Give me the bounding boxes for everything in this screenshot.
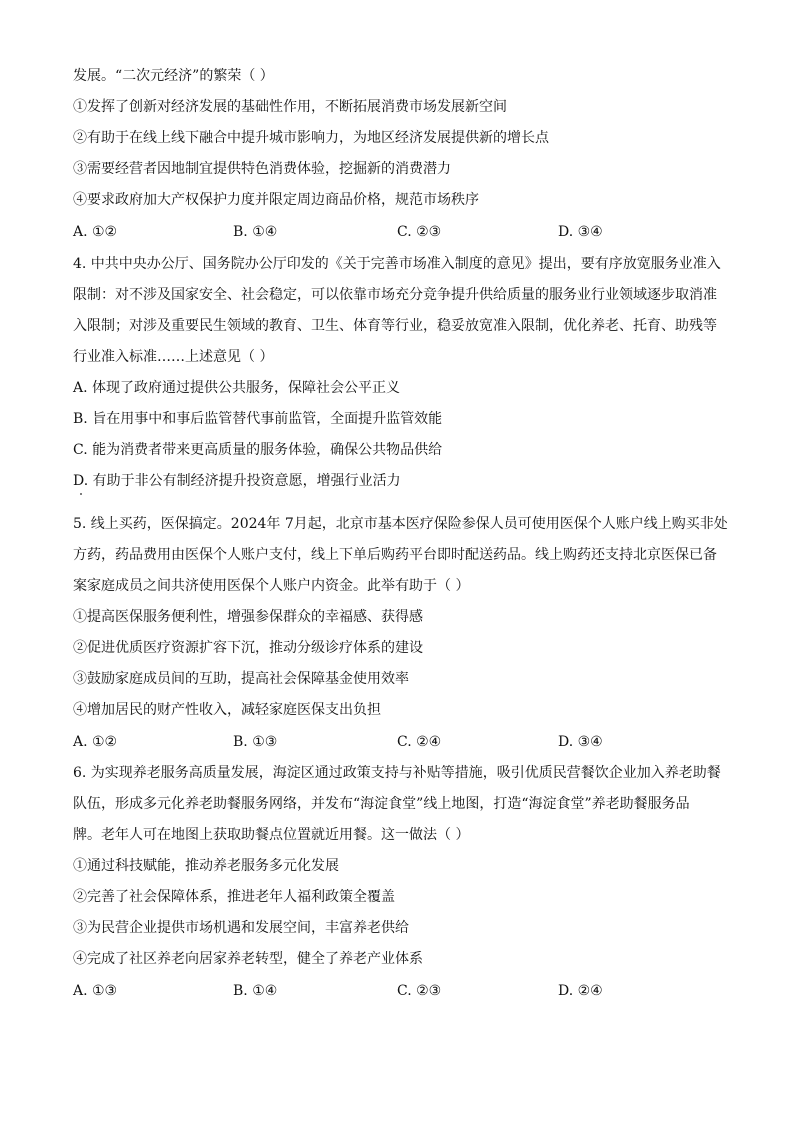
q4-stem-line-2: 限制：对不涉及国家安全、社会稳定，可以依靠市场充分竞争提升供给质量的服务业行业领域逐步取消准 <box>73 287 717 303</box>
q6-option-c: C. ②③ <box>397 983 442 999</box>
q4-stem-line-3: 入限制；对涉及重要民生领域的教育、卫生、体育等行业，稳妥放宽准入限制，优化养老、托育、助残等 <box>73 318 717 334</box>
q5-stem-line-1: 5. 线上买药，医保搞定。2024年 7月起，北京市基本医疗保险参保人员可使用医保个人账户线上购买非处 <box>73 516 728 532</box>
q5-item-2: ②促进优质医疗资源扩容下沉，推动分级诊疗体系的建设 <box>73 640 423 656</box>
q5-stem-line-3: 案家庭成员之间共济使用医保个人账户内资金。此举有助于（ ） <box>73 578 470 594</box>
q6-stem-line-1: 6. 为实现养老服务高质量发展，海淀区通过政策支持与补贴等措施，吸引优质民营餐饮企业加入养老助餐 <box>73 765 721 781</box>
q6-stem-line-3: 牌。老年人可在地图上获取助餐点位置就近用餐。这一做法（ ） <box>73 827 470 843</box>
q3-item-1: ①发挥了创新对经济发展的基础性作用，不断拓展消费市场发展新空间 <box>73 99 507 115</box>
q5-option-c: C. ②④ <box>397 734 442 750</box>
q4-option-b: B. 旨在用事中和事后监管替代事前监管，全面提升监管效能 <box>73 411 443 427</box>
q4-option-c: C. 能为消费者带来更高质量的服务体验，确保公共物品供给 <box>73 442 443 458</box>
q3-item-4: ④要求政府加大产权保护力度并限定周边商品价格，规范市场秩序 <box>73 192 479 208</box>
q3-item-3: ③需要经营者因地制宜提供特色消费体验，挖掘新的消费潜力 <box>73 161 451 177</box>
q5-item-4: ④增加居民的财产性收入，减轻家庭医保支出负担 <box>73 702 381 718</box>
q6-item-1: ①通过科技赋能，推动养老服务多元化发展 <box>73 858 339 874</box>
scan-dot <box>80 493 82 495</box>
q3-option-b: B. ①④ <box>233 224 278 240</box>
q6-stem-line-2: 队伍，形成多元化养老助餐服务网络，并发布“海淀食堂”线上地图，打造“海淀食堂”养老助餐服务品 <box>73 796 690 812</box>
q3-option-c: C. ②③ <box>397 224 442 240</box>
q3-stem-tail: 发展。“二次元经济”的繁荣（ ） <box>73 68 274 84</box>
q4-option-a: A. 体现了政府通过提供公共服务，保障社会公平正义 <box>73 380 401 396</box>
q6-option-a: A. ①③ <box>73 983 118 999</box>
q5-item-1: ①提高医保服务便利性，增强参保群众的幸福感、获得感 <box>73 609 423 625</box>
q4-stem-line-1: 4. 中共中央办公厅、国务院办公厅印发的《关于完善市场准入制度的意见》提出，要有序放宽服务业准入 <box>73 256 721 272</box>
q6-item-2: ②完善了社会保障体系，推进老年人福利政策全覆盖 <box>73 889 395 905</box>
q3-option-d: D. ③④ <box>558 224 603 240</box>
q5-item-3: ③鼓励家庭成员间的互助，提高社会保障基金使用效率 <box>73 671 409 687</box>
q5-option-a: A. ①② <box>73 734 118 750</box>
q5-stem-line-2: 方药，药品费用由医保个人账户支付，线上下单后购药平台即时配送药品。线上购药还支持北京医保已备 <box>73 547 717 563</box>
q3-option-a: A. ①② <box>73 224 118 240</box>
q5-option-b: B. ①③ <box>233 734 278 750</box>
q4-option-d: D. 有助于非公有制经济提升投资意愿，增强行业活力 <box>73 473 401 489</box>
q4-stem-line-4: 行业准入标准……上述意见（ ） <box>73 349 274 365</box>
q6-option-b: B. ①④ <box>233 983 278 999</box>
q6-item-3: ③为民营企业提供市场机遇和发展空间，丰富养老供给 <box>73 920 409 936</box>
q3-item-2: ②有助于在线上线下融合中提升城市影响力，为地区经济发展提供新的增长点 <box>73 130 549 146</box>
q5-option-d: D. ③④ <box>558 734 603 750</box>
q6-option-d: D. ②④ <box>558 983 603 999</box>
q6-item-4: ④完成了社区养老向居家养老转型，健全了养老产业体系 <box>73 951 423 967</box>
